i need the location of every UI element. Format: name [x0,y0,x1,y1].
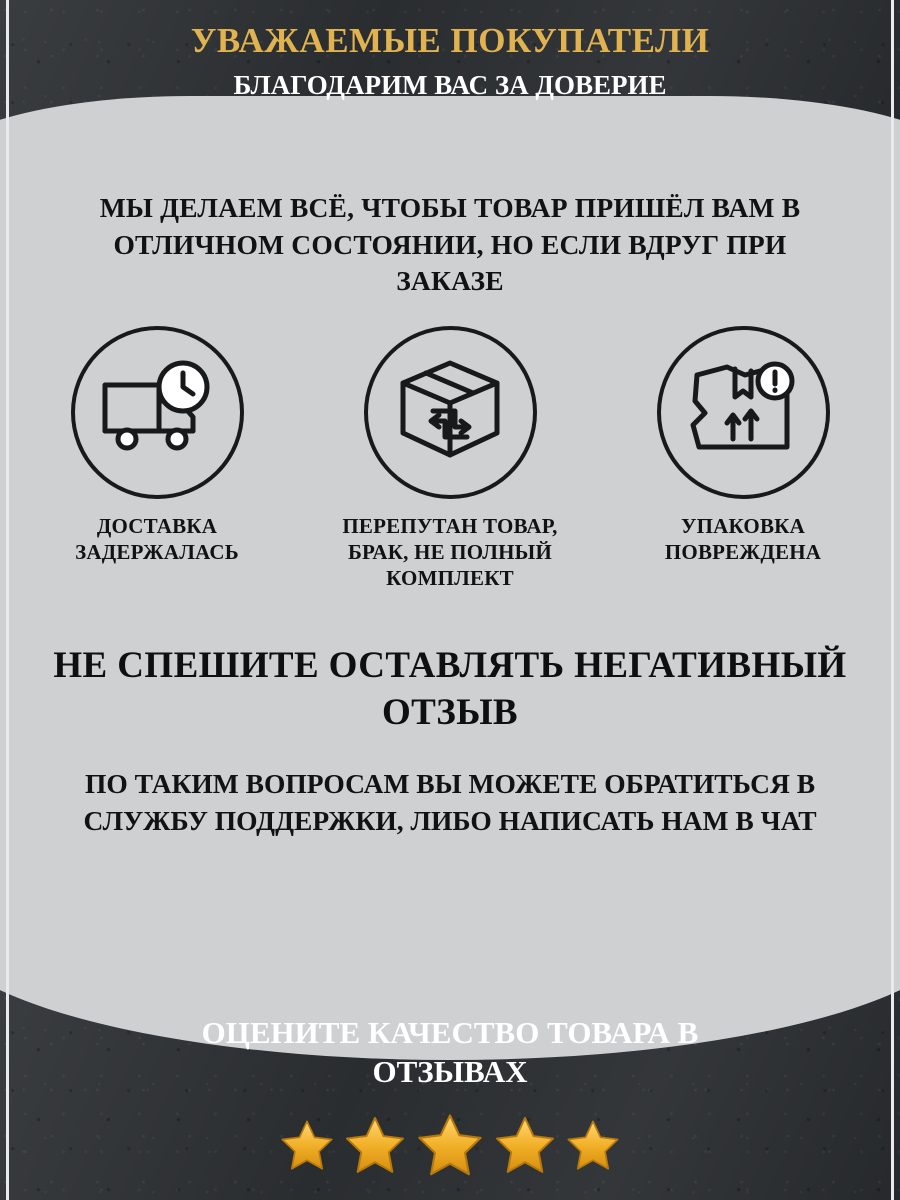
issue-item-wrong-item [328,326,573,592]
footer [0,988,900,1200]
support-text: ПО ТАКИМ ВОПРОСАМ ВЫ МОЖЕТЕ ОБРАТИТЬСЯ В СЛУЖБУ ПОДДЕРЖКИ, ЛИБО НАПИСАТЬ НАМ В ЧАТ [83,767,817,836]
issue-caption-wrong-item: ПЕРЕПУТАН ТОВАР, БРАК, НЕ ПОЛНЫЙ КОМПЛЕКТ [342,513,558,591]
damaged-package-icon [657,326,830,499]
left-border-line [6,0,9,1200]
headline-text: НЕ СПЕШИТЕ ОСТАВЛЯТЬ НЕГАТИВНЫЙ ОТЗЫВ [53,645,847,733]
delivery-truck-clock-icon [71,326,244,499]
footer-title: ОЦЕНИТЕ КАЧЕСТВО ТОВАРА В ОТЗЫВАХ [201,1015,699,1089]
star-icon[interactable] [492,1113,558,1179]
issue-item-delivery [35,326,280,566]
rating-stars[interactable] [0,1110,900,1182]
header-title: УВАЖАЕМЫЕ ПОКУПАТЕЛИ [190,21,710,60]
issue-caption-damaged-package: УПАКОВКА ПОВРЕЖДЕНА [664,513,822,564]
main-content [0,190,900,839]
issues-row [0,326,900,592]
star-icon[interactable] [342,1113,408,1179]
issue-caption-delivery: ДОСТАВКА ЗАДЕРЖАЛАСЬ [75,513,239,564]
issue-item-damaged-package [621,326,866,566]
header [0,0,900,101]
star-icon[interactable] [278,1117,336,1175]
box-exchange-arrows-icon [364,326,537,499]
star-icon[interactable] [414,1110,486,1182]
header-subtitle: БЛАГОДАРИМ ВАС ЗА ДОВЕРИЕ [233,69,667,100]
intro-text: МЫ ДЕЛАЕМ ВСЁ, ЧТОБЫ ТОВАР ПРИШЁЛ ВАМ В ОТЛИЧНОМ СОСТОЯНИИ, НО ЕСЛИ ВДРУГ ПРИ ЗАКАЗЕ [99,192,801,297]
right-border-line [891,0,894,1200]
star-icon[interactable] [564,1117,622,1175]
